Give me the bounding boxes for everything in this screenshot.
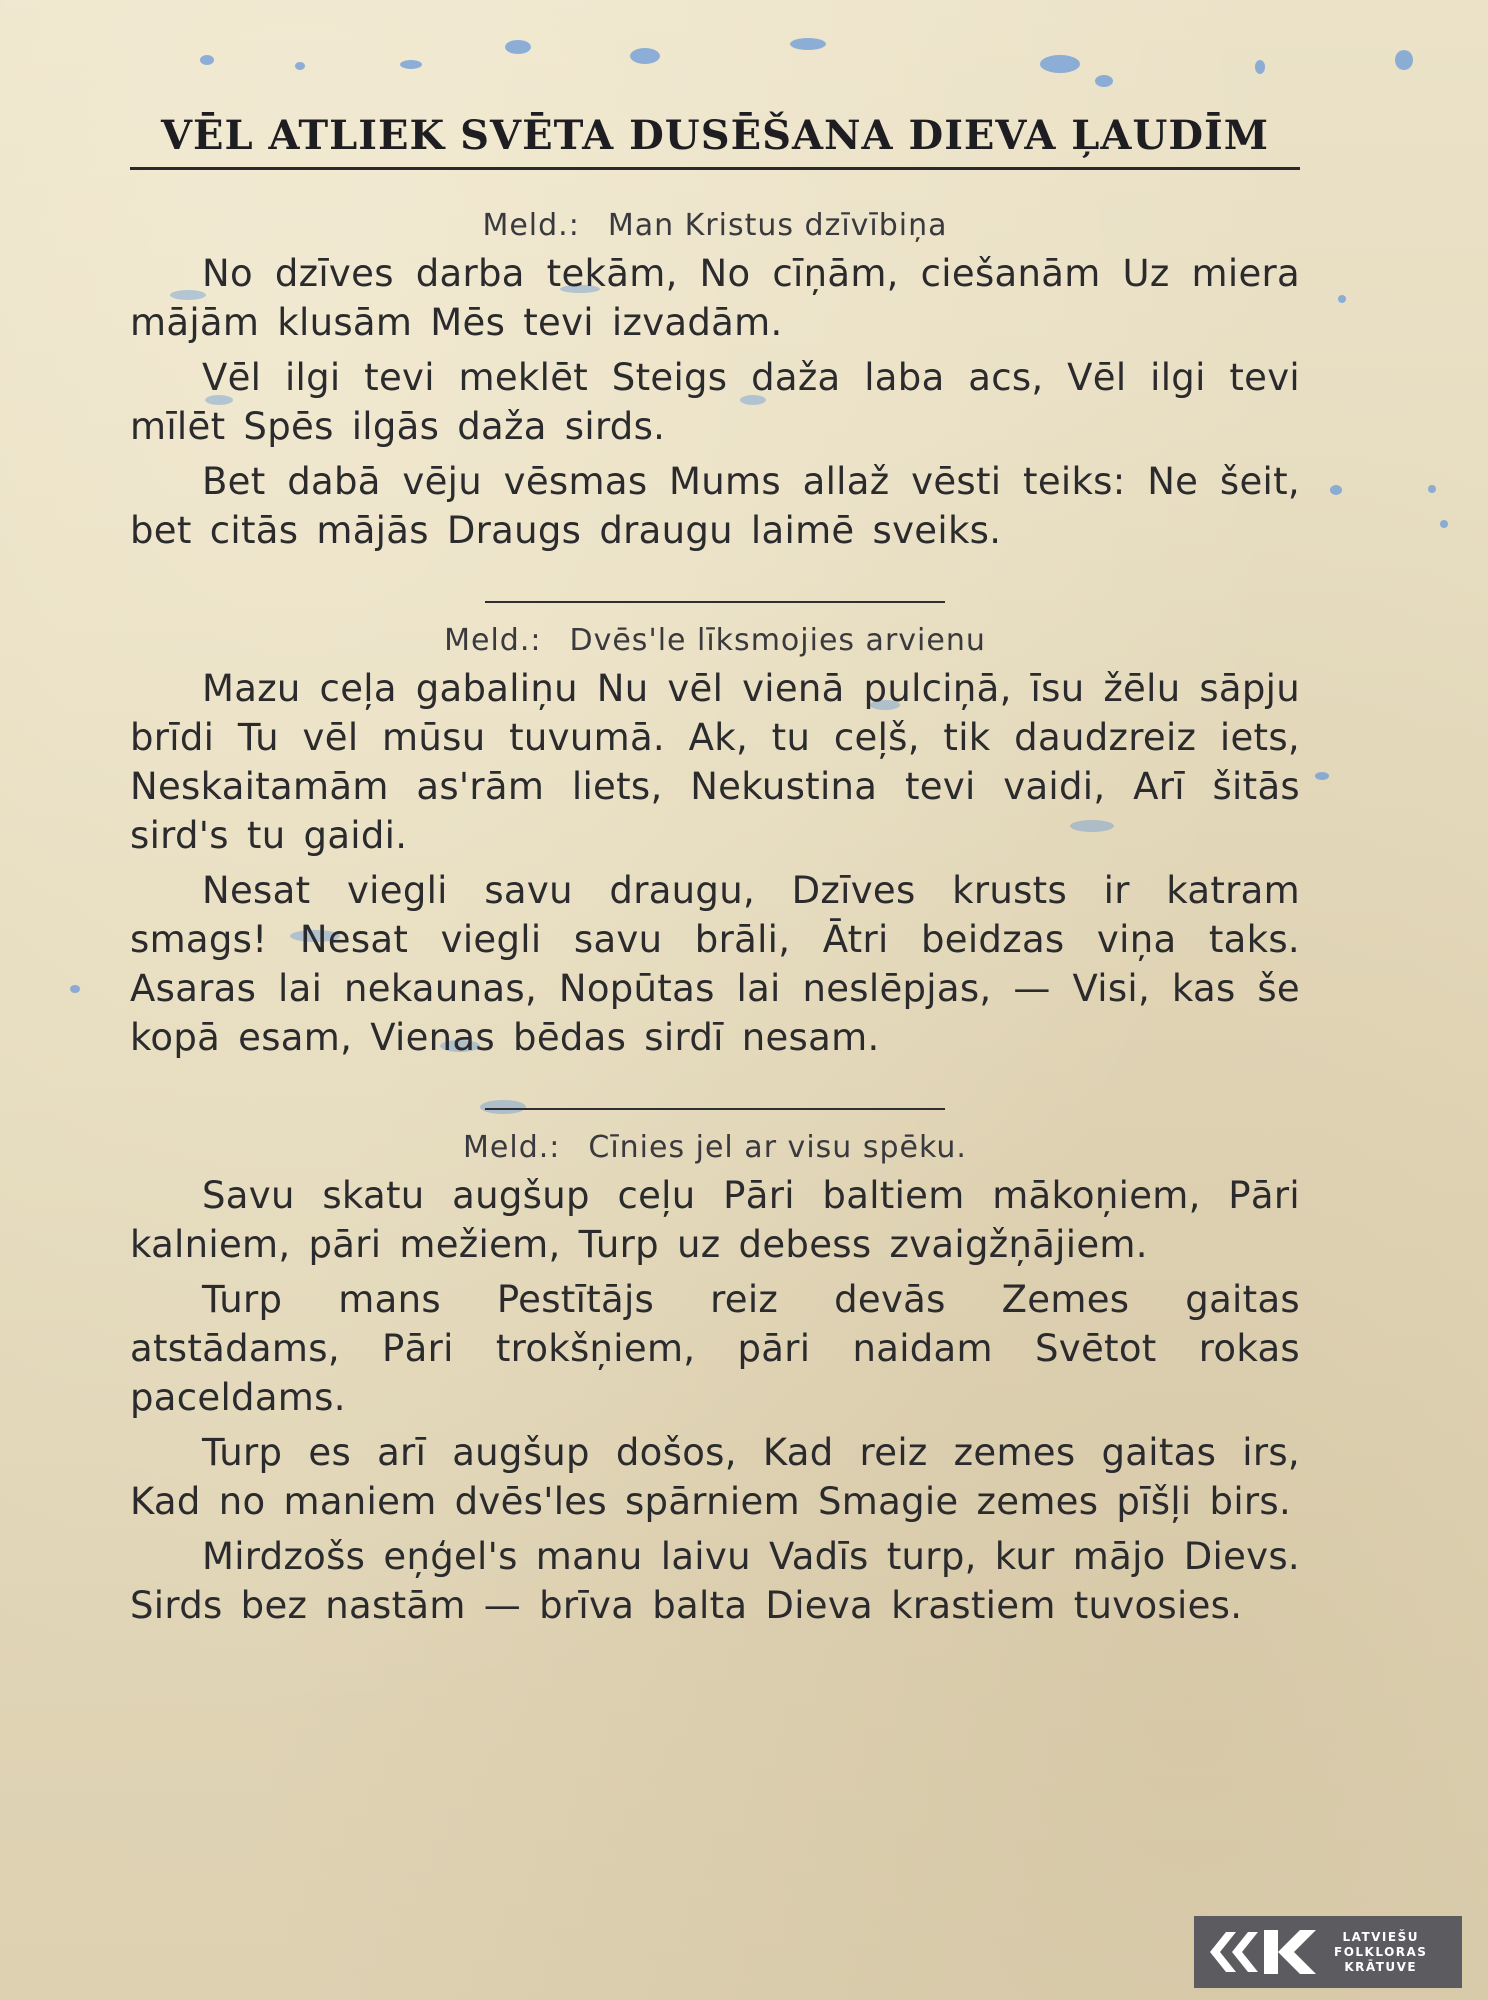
stanza: Mirdzošs eņģel's manu laivu Vadīs turp, kur mājo Dievs. Sirds bez nastām — brīva balta Dieva krastiem tuvosies. xyxy=(130,1535,1300,1627)
stanza: Vēl ilgi tevi meklēt Steigs daža laba acs, Vēl ilgi tevi mīlēt Spēs ilgās daža sirds. xyxy=(130,356,1300,448)
stanza: Turp es arī augšup došos, Kad reiz zemes gaitas irs, Kad no maniem dvēs'les spārniem Smagie zemes pīšļi birs. xyxy=(130,1431,1300,1523)
lfk-logo-icon xyxy=(1204,1924,1324,1980)
watermark-line: FOLKLORAS xyxy=(1334,1944,1428,1959)
blue-stain-decoration xyxy=(630,48,660,64)
stanza: Bet dabā vēju vēsmas Mums allaž vēsti teiks: Ne šeit, bet citās mājās Draugs draugu laimē sveiks. xyxy=(130,460,1300,552)
stanza: Nesat viegli savu draugu, Dzīves krusts ir katram smags! Nesat viegli savu brāli, Ātri beidzas viņa taks. Asaras lai nekaunas, Nopūtas lai neslēpjas, — Visi, kas še kopā esam, Vienas bēdas sirdī nesam. xyxy=(130,869,1300,1059)
blue-stain-decoration xyxy=(1040,55,1080,73)
watermark-line: LATVIEŠU xyxy=(1342,1929,1419,1944)
blue-stain-decoration xyxy=(1315,772,1329,780)
blue-stain-decoration xyxy=(1395,50,1413,70)
section-divider xyxy=(485,1108,945,1110)
stanza: No dzīves darba tekām, No cīņām, ciešanām Uz miera mājām klusām Mēs tevi izvadām. xyxy=(130,252,1300,344)
song-3 xyxy=(130,1130,1300,1630)
stanza: Savu skatu augšup ceļu Pāri baltiem mākoņiem, Pāri kalniem, pāri mežiem, Turp uz debess zvaigžņājiem. xyxy=(130,1174,1300,1266)
song-2 xyxy=(130,623,1300,1062)
melody-name: Dvēs'le līksmojies arvienu xyxy=(569,623,986,658)
song-1 xyxy=(130,208,1300,555)
blue-stain-decoration xyxy=(1440,520,1448,528)
blue-stain-decoration xyxy=(790,38,826,50)
blue-stain-decoration xyxy=(70,985,80,993)
title-underline xyxy=(130,167,1300,170)
melody-name: Man Kristus dzīvībiņa xyxy=(607,208,948,243)
blue-stain-decoration xyxy=(1095,75,1113,87)
blue-stain-decoration xyxy=(400,60,422,69)
blue-stain-decoration xyxy=(1338,295,1346,303)
document-body xyxy=(130,100,1300,1636)
blue-stain-decoration xyxy=(1330,485,1342,495)
stanza: Mazu ceļa gabaliņu Nu vēl vienā pulciņā, īsu žēlu sāpju brīdi Tu vēl mūsu tuvumā. Ak, tu ceļš, tik daudzreiz iets, Neskaitamām as'rām liets, Nekustina tevi vaidi, Arī šitās sird's tu gaidi. xyxy=(130,667,1300,857)
melody-line xyxy=(130,1130,1300,1165)
melody-line xyxy=(130,623,1300,658)
page-title: VĒL ATLIEK SVĒTA DUSĒŠANA DIEVA ĻAUDĪM xyxy=(160,112,1270,159)
watermark-line: KRĀTUVE xyxy=(1344,1959,1418,1974)
watermark-text xyxy=(1334,1930,1427,1975)
archive-watermark-logo xyxy=(1194,1916,1462,1988)
blue-stain-decoration xyxy=(200,55,214,65)
blue-stain-decoration xyxy=(1428,485,1436,493)
melody-label: Meld.: xyxy=(444,623,542,658)
stanza: Turp mans Pestītājs reiz devās Zemes gaitas atstādams, Pāri trokšņiem, pāri naidam Svētot rokas paceldams. xyxy=(130,1278,1300,1419)
melody-line xyxy=(130,208,1300,243)
blue-stain-decoration xyxy=(505,40,531,54)
melody-label: Meld.: xyxy=(463,1130,561,1165)
section-divider xyxy=(485,601,945,603)
blue-stain-decoration xyxy=(295,62,305,70)
melody-label: Meld.: xyxy=(482,208,580,243)
melody-name: Cīnies jel ar visu spēku. xyxy=(588,1130,967,1165)
blue-stain-decoration xyxy=(1255,60,1265,74)
